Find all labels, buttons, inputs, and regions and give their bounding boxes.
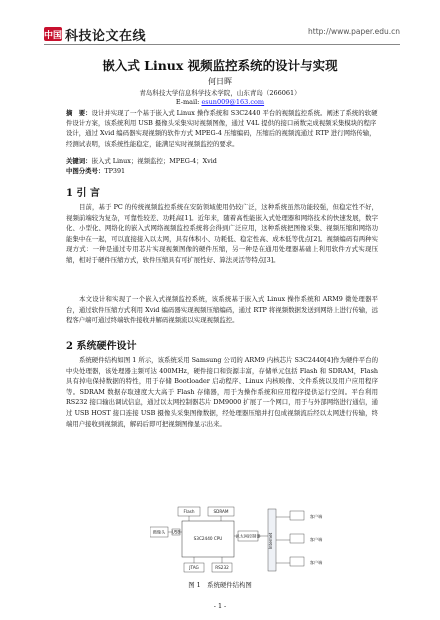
abstract [66, 108, 378, 149]
sdram-label: SDRAM [213, 509, 229, 514]
monitor-icon [290, 534, 304, 543]
client-label-3: 客户端 [309, 560, 323, 565]
logo-text: 科技论文在线 [65, 28, 147, 44]
clc-number [66, 166, 378, 176]
camera-label: 摄像头 [152, 529, 166, 535]
usb-label: USB [171, 529, 181, 535]
page-header [0, 0, 440, 44]
abstract-label: 摘 要： [66, 109, 92, 117]
cpu-label: S3C2440 CPU [193, 536, 223, 541]
keywords-label: 关键词： [66, 157, 92, 165]
monitor-icon [290, 557, 304, 566]
ethernet-controller-label: 以太网控制器 [235, 533, 261, 539]
keywords-text: 嵌入式 Linux；视频监控；MPEG-4；Xvid [91, 157, 217, 165]
network-label: Internet [268, 532, 273, 550]
client-label-2: 客户端 [309, 537, 323, 542]
intro-paragraph-1: 目前，基于 PC 的传统视频监控系统在安防领域使用仍较广泛，这种系统虽然功能较强，但稳定性不好，视频前端较为复杂，可靠性较差、功耗高[1]。近年来，随着高性能嵌入式处理器和网络技术的快速发展，数字化、小型化、网络化的嵌入式网络视频监控系统将会得到广泛应用，这种系统把图像采集、视频压缩和网络功能集中在一起，可以直接接入以太网，具有体积小、功耗低、稳定性高、成本低等优点[2]。视频编码有两种实现方式：一种是通过专用芯片实现视频图像的硬件压缩，另一种是在通用处理器基础上利用软件方式实现压缩，相对于硬件压缩方式，软件压缩具有可扩展性好、算法灵活等特点[3]。 [66, 203, 378, 264]
section-heading-hardware: 2 系统硬件设计 [66, 341, 137, 352]
header-divider [44, 44, 400, 45]
site-url[interactable]: http://www.paper.edu.cn [308, 27, 400, 36]
logo-mark: 中国 [44, 27, 62, 41]
hardware-structure-diagram [150, 505, 330, 577]
paper-affiliation: 青岛科技大学信息科学技术学院，山东青岛（266061） [139, 89, 301, 97]
paper-email-line [0, 98, 440, 106]
paper-author: 何日晖 [208, 77, 232, 86]
keywords [66, 156, 378, 166]
email-label: E-mail: [175, 98, 200, 106]
paper-title: 嵌入式 Linux 视频监控系统的设计与实现 [102, 58, 338, 73]
clc-text: TP391 [104, 167, 126, 175]
figure-caption: 图 1 系统硬件结构图 [188, 581, 252, 589]
abstract-text: 设计并实现了一个基于嵌入式 Linux 操作系统和 S3C2440 平台的视频监控系统。阐述了系统的软硬件设计方案，该系统利用 USB 摄像头采集实时视频图像，通过 V4L 提供的接口函数完成视频采集模块的程序设计，通过 Xvid 编码器实现视频的软件方式 MPEG-4 压缩编码，压缩后的视频流通过 RTP 进行网络传输，经测试表明，该系统性能稳定，能满足实时视频监控的要求。 [66, 109, 378, 148]
page-number: - 1 - [213, 602, 227, 610]
section-heading-intro: 1 引 言 [66, 188, 100, 199]
rs232-label: RS232 [215, 565, 229, 570]
email-link[interactable]: esun009@163.com [201, 98, 265, 106]
client-label-1: 客户端 [309, 514, 323, 519]
intro-paragraph-2: 本文设计和实现了一个嵌入式视频监控系统，该系统基于嵌入式 Linux 操作系统和 ARM9 微处理器平台，通过软件压缩方式利用 Xvid 编码器实现视频压缩编码，通过 RTP 将视频数据发送到网络上进行传输，远程客户端可通过终端软件接收并解码视频流以实现视频监控。 [66, 295, 378, 325]
monitor-icon [290, 511, 304, 520]
jtag-label: JTAG [189, 565, 199, 570]
clc-label: 中图分类号： [66, 167, 105, 175]
hardware-paragraph-1: 系统硬件结构如图 1 所示，该系统采用 Samsung 公司的 ARM9 内核芯片 S3C2440[4]作为硬件平台的中央处理器，该处理器主频可达 400MHz，硬件接口和资源丰富，存储单元包括 Flash 和 SDRAM，Flash 具有掉电保持数据的特性，用于存储 Bootloader 启动程序、Linux 内核映像、文件系统以及用户应用程序等。SDRAM 数据存取速度大大高于 Flash 存储器，用于为操作系统和应用程序提供运行空间。平台利用 RS232 接口输出调试信息，通过以太网控制器芯片 DM9000 扩展了一个网口，用于与外部网络进行通信，通过 USB HOST 接口连接 USB 摄像头采集图像数据，经处理器压缩并打包成视频流后经以太网进行传输，终端用户接收到视频流，解码后即可把视频图像显示出来。 [66, 356, 378, 428]
site-logo[interactable] [44, 25, 146, 43]
flash-label: Flash [183, 509, 195, 514]
